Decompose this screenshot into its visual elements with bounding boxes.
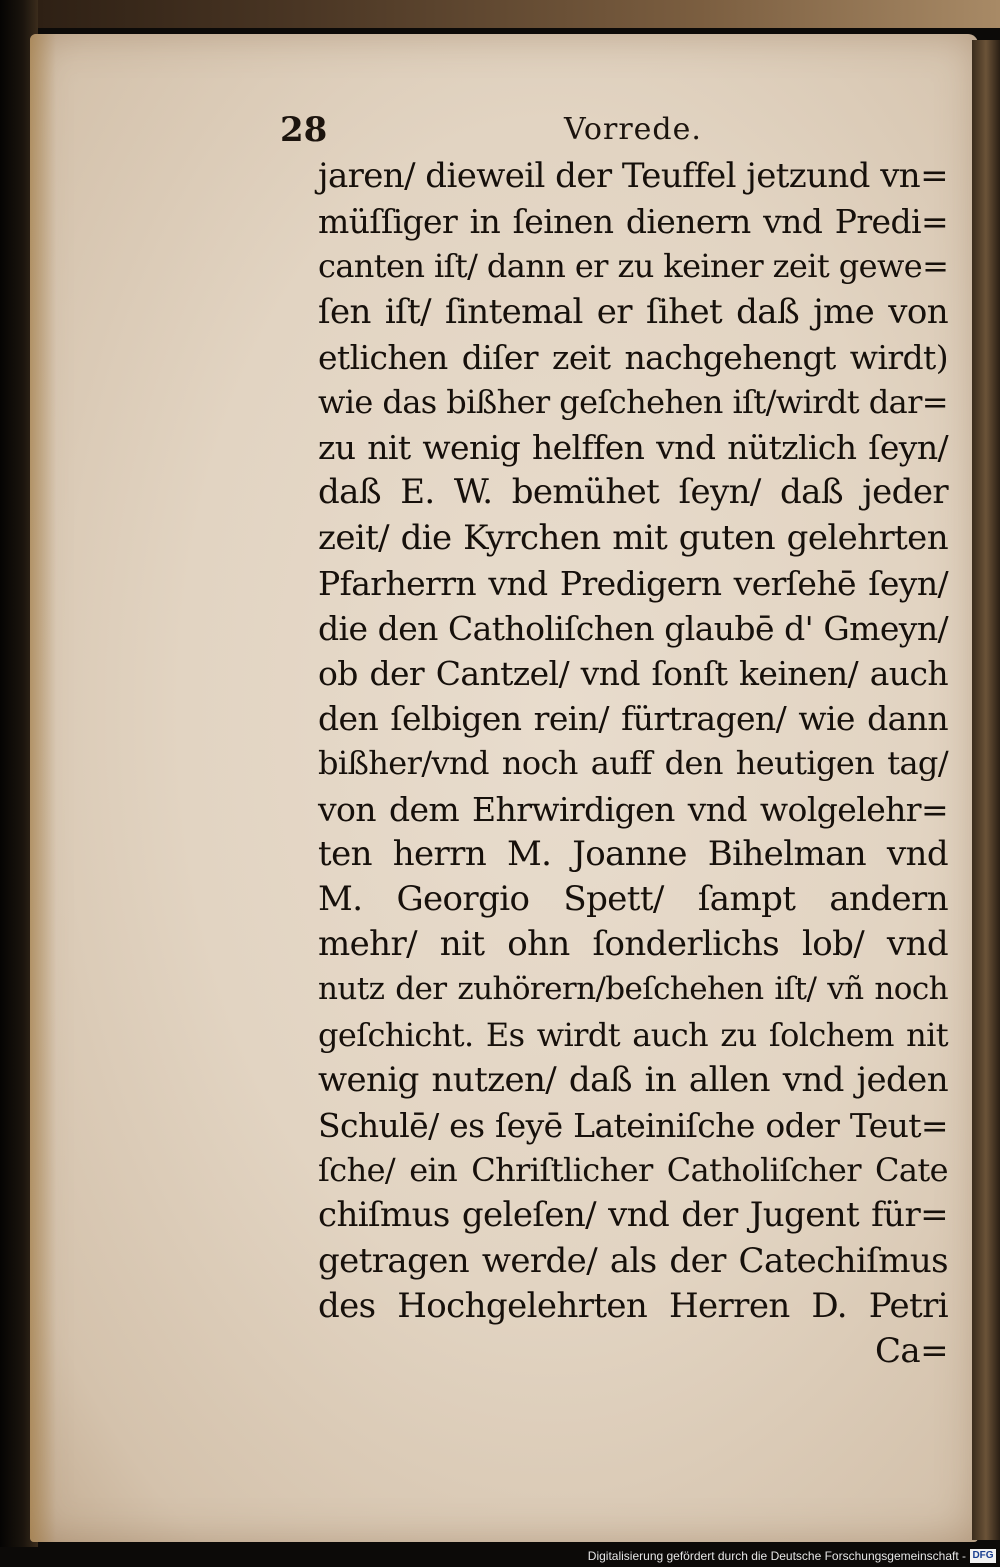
dfg-logo-icon: DFG	[970, 1549, 996, 1563]
text-line: bißher/vnd noch auff den heutigen tag/	[318, 744, 948, 783]
running-head: Vorrede.	[564, 112, 702, 147]
body-text	[318, 154, 948, 1374]
text-line: wie das bißher geſchehen iſt/wirdt dar=	[318, 382, 948, 421]
text-line: Schulē/ es ſeyē Lateiniſche oder Teut=	[318, 1105, 948, 1145]
text-line: den ſelbigen rein/ fürtragen/ wie dann	[318, 699, 948, 739]
catchword: Ca=	[875, 1330, 948, 1371]
text-line: müſſiger in ſeinen dienern vnd Predi=	[318, 202, 948, 242]
text-line: chiſmus geleſen/ vnd der Jugent für=	[318, 1195, 948, 1236]
text-line: des Hochgelehrten Herren D. Petri	[318, 1285, 948, 1326]
page-number: 28	[280, 110, 328, 150]
text-line: zeit/ die Kyrchen mit guten gelehrten	[318, 517, 948, 558]
text-line: M. Georgio Spett/ ſampt andern	[318, 879, 948, 919]
text-line: mehr/ nit ohn ſonderlichs lob/ vnd	[318, 924, 948, 965]
text-line: ſche/ ein Chriſtlicher Catholiſcher Cate	[318, 1151, 948, 1190]
text-line: etlichen diſer zeit nachgehengt wirdt)	[318, 337, 948, 377]
text-line: wenig nutzen/ daß in allen vnd jeden	[318, 1059, 948, 1100]
text-line: canten iſt/ dann er zu keiner zeit gewe=	[318, 247, 949, 286]
text-line: die den Catholiſchen glaubē d' Gmeyn/	[318, 608, 948, 648]
digitization-footer	[0, 1547, 1000, 1567]
text-line: ten herrn M. Joanne Bihelman vnd	[318, 833, 948, 874]
text-line: ob der Cantzel/ vnd ſonſt keinen/ auch	[318, 654, 948, 694]
page-header	[280, 110, 980, 154]
text-line: zu nit wenig helffen vnd nützlich ſeyn/	[318, 428, 948, 468]
footer-credit: Digitalisierung gefördert durch die Deutsche Forschungsgemeinschaft -	[587, 1549, 966, 1563]
text-line: daß E. W. bemühet ſeyn/ daß jeder	[318, 472, 948, 513]
page-binding-shade	[30, 34, 56, 1542]
text-line: jaren/ dieweil der Teuffel jetzund vn=	[318, 156, 948, 196]
text-line: Pfarherrn vnd Predigern verſehē ſeyn/	[318, 563, 948, 603]
text-line: getragen werde/ als der Catechiſmus	[318, 1240, 948, 1281]
text-line: von dem Ehrwirdigen vnd wolgelehr=	[318, 789, 948, 829]
text-line: nutz der zuhörern/beſchehen iſt/ vñ noch	[318, 971, 948, 1008]
text-line: ſen iſt/ ſintemal er ſihet daß jme von	[318, 291, 948, 332]
book-top-edge	[0, 0, 1000, 28]
page-edge-right	[972, 40, 1000, 1540]
text-line: geſchicht. Es wirdt auch zu ſolchem nit	[318, 1015, 948, 1054]
